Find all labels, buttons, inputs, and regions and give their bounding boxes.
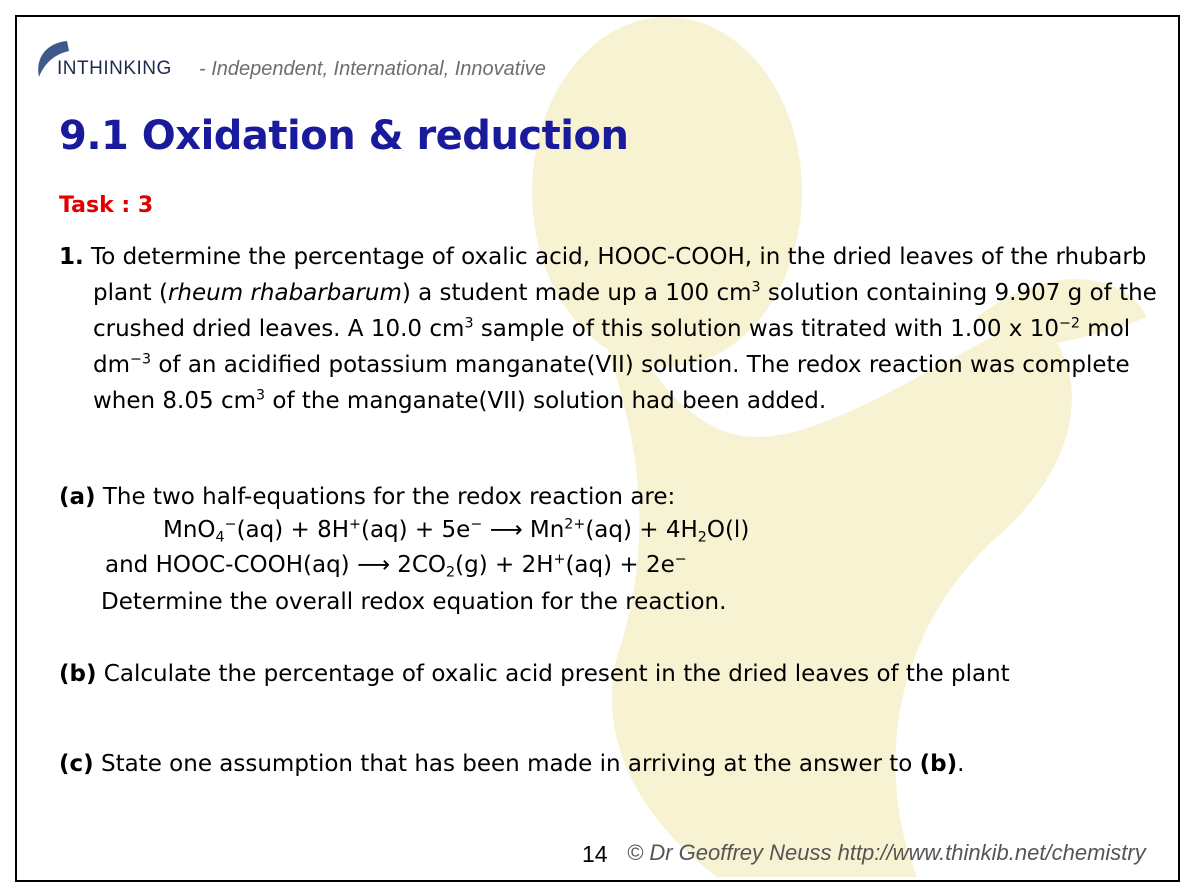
- superscript: −: [470, 516, 483, 533]
- question-text: ) a student made up a 100 cm: [401, 280, 752, 306]
- superscript: −3: [130, 351, 152, 368]
- superscript: −2: [1058, 315, 1080, 332]
- question-1: [59, 239, 1173, 419]
- part-c-ref: (b): [919, 751, 958, 777]
- copyright: © Dr Geoffrey Neuss http://www.thinkib.net/chemistry: [627, 840, 1146, 865]
- superscript: +: [349, 516, 361, 533]
- slide: [15, 15, 1180, 882]
- superscript: +: [553, 551, 566, 568]
- latin-name: rheum rhabarbarum: [167, 280, 402, 306]
- eq-text: (aq) + 4H: [585, 517, 698, 543]
- part-b-text: Calculate the percentage of oxalic acid present in the dried leaves of the plant: [96, 661, 1010, 687]
- eq-text: O(l): [706, 517, 750, 543]
- question-text: To determine the percentage of oxalic acid, HOOC-COOH, in the dried leaves of the rhubarb plant (: [83, 244, 1147, 306]
- question-text: of an acidified potassium manganate(VII) solution. The redox reaction was complete when 8.05 cm: [93, 352, 1130, 414]
- part-b: [59, 657, 1010, 691]
- page-number: 14: [582, 841, 608, 867]
- superscript: 2+: [564, 516, 586, 533]
- subscript: 2: [697, 529, 707, 546]
- eq-text: ⟶ Mn: [482, 517, 565, 543]
- part-b-label: (b): [59, 661, 97, 687]
- task-label: Task : 3: [59, 193, 154, 218]
- superscript: −: [674, 551, 687, 568]
- half-equation-2: [105, 551, 687, 581]
- part-a-instruction: Determine the overall redox equation for the reaction.: [101, 589, 727, 615]
- eq-text: MnO: [163, 517, 216, 543]
- part-c-label: (c): [59, 751, 94, 777]
- subscript: 4: [215, 529, 225, 546]
- question-text: of the manganate(VII) solution had been added.: [265, 388, 827, 414]
- question-text: mol dm: [93, 316, 1131, 378]
- eq-text: (aq) + 2e: [565, 552, 675, 578]
- eq-text: (g) + 2H: [455, 552, 554, 578]
- part-c-end: .: [957, 751, 965, 777]
- part-c-text: State one assumption that has been made in arriving at the answer to: [93, 751, 920, 777]
- superscript: 3: [751, 279, 761, 296]
- logo-tagline: - Independent, International, Innovative: [199, 58, 546, 80]
- part-a-text: The two half-equations for the redox reaction are:: [95, 484, 676, 510]
- subscript: 2: [446, 564, 456, 581]
- eq-text: (aq) + 8H: [236, 517, 350, 543]
- part-a-label: (a): [59, 484, 96, 510]
- half-equation-1: [163, 516, 750, 546]
- question-text: sample of this solution was titrated with 1.00 x 10: [473, 316, 1059, 342]
- logo-brand: INTHINKING: [57, 58, 172, 79]
- question-number: 1.: [59, 244, 84, 270]
- inthinking-logo: [33, 31, 593, 83]
- eq-text: (aq) + 5e: [360, 517, 471, 543]
- part-a: [59, 480, 675, 514]
- question-text: solution containing 9.907 g of the crushed dried leaves. A 10.0 cm: [93, 280, 1157, 342]
- superscript: 3: [464, 315, 474, 332]
- part-c: [59, 747, 964, 781]
- eq-text: and HOOC-COOH(aq) ⟶ 2CO: [105, 552, 447, 578]
- superscript: −: [224, 516, 237, 533]
- superscript: 3: [256, 387, 266, 404]
- page-title: 9.1 Oxidation & reduction: [59, 113, 629, 159]
